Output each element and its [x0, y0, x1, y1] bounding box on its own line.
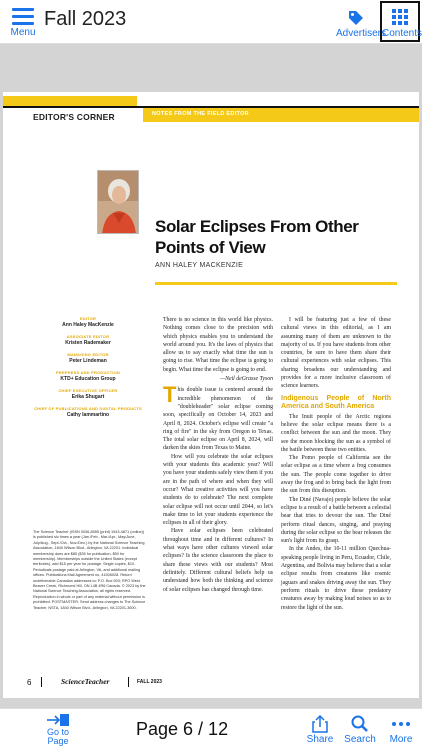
lead-paragraph	[163, 382, 273, 452]
top-toolbar	[0, 0, 422, 44]
advertisers-label: Advertisers	[336, 28, 387, 39]
hamburger-icon	[12, 8, 34, 25]
epigraph-attribution: —Neil deGrasse Tyson	[219, 376, 273, 383]
contents-button[interactable]	[380, 1, 420, 42]
masthead-name: KTD+ Education Group	[60, 376, 116, 382]
footer-divider	[41, 677, 42, 687]
more-label: More	[389, 734, 413, 745]
body-paragraph: Have solar eclipses been celebrated throughout time and in different cultures? In what ways have other cultures viewed solar eclipses? Is the science classroom the place to share these views with our students? Most definitely. Different cultural beliefs help us understand how both the thinking and science of solar eclipses has changed through time.	[163, 528, 273, 593]
article-title: Solar Eclipses From Other Points of View	[155, 217, 359, 257]
masthead-name: Peter Lindeman	[69, 358, 107, 364]
ellipsis-icon	[391, 715, 411, 733]
body-paragraph: The Inuit people of the Arctic regions believe the solar eclipse means there is a conflict between the sun and the moon. They see the moon blocking the sun as a symbol of the battle between these two entities.	[281, 413, 391, 453]
magazine-page[interactable]	[3, 92, 419, 698]
body-paragraph: The Diné (Navajo) people believe the solar eclipse is a result of a battle between a celestial bear that tries to devour the sun. The Diné perform ritual dances, singing, and praying during the solar eclipse so the bear releases the sun's light from its grasp.	[281, 496, 391, 545]
tag-icon	[348, 10, 364, 26]
folio-issue: FALL 2023	[137, 679, 162, 685]
advertisers-button[interactable]	[336, 6, 387, 40]
masthead-entry	[33, 406, 143, 418]
masthead-name: Cathy Iammartino	[66, 412, 110, 418]
share-icon	[312, 715, 328, 733]
footer-divider	[128, 677, 129, 687]
masthead-name: Ann Haley MacKenzie	[62, 322, 114, 328]
go-to-page-label: Go to Page	[46, 727, 69, 746]
bottom-toolbar	[0, 708, 422, 750]
page-indicator: Page 6 / 12	[136, 719, 229, 739]
share-label: Share	[306, 734, 334, 745]
contents-label: Contents	[382, 28, 422, 39]
masthead-name: Erika Shugart	[71, 394, 105, 400]
drop-cap: T	[163, 382, 177, 408]
share-button[interactable]	[300, 715, 340, 745]
masthead-role: CHIEF EXECUTIVE OFFICER	[58, 388, 118, 393]
article-column-2	[281, 316, 391, 612]
grid-icon	[392, 9, 408, 25]
body-paragraph: How will you celebrate the solar eclipses with your students this academic year? Will you have your students safely view them if you are in the path of where and when they will occur? What creative activities will you have students do to celebrate? The next complete solar eclipse will not occur until 2044, so let's make time to let your students experience the eclipses in all of their glory.	[163, 453, 273, 527]
masthead-role: EDITOR	[79, 316, 97, 321]
masthead-role: ASSOCIATE EDITOR	[66, 334, 110, 339]
go-to-page-icon	[46, 713, 70, 727]
masthead-role: MANAGING EDITOR	[67, 352, 109, 357]
title-rule	[155, 282, 397, 285]
field-editor-bar	[143, 108, 419, 122]
go-to-page-button[interactable]	[40, 713, 76, 746]
more-button[interactable]	[381, 715, 421, 745]
magazine-logo: ScienceTeacher	[61, 677, 110, 686]
masthead-name: Kristen Rademaker	[65, 340, 111, 346]
masthead-entry	[33, 316, 143, 328]
masthead-role: CHIEF OF PUBLICATIONS AND DIGITAL PRODUCTS	[34, 406, 142, 411]
article-byline: ANN HALEY MACKENZIE	[155, 262, 244, 269]
publication-legal-notice: The Science Teacher (ISSN 0036-8555 (print) 1943-4871 (online)) is published six times a year (Jan./Feb., Mar./Apr., May/June, July/Aug., Sept./Oct., Nov./Dec.) by the National Science Teaching Association, 1840 Wilson Blvd., Arlington, VA 22201. Individual membership dues are $85 ($35 for publication, $50 for membership). Memberships outside the United States (except territories), add $15 per year for postage. Single copies, $10. Periodicals postage paid at Arlington, VA, and additional mailing offices. Publications Mail Agreement no. 41506028. Return undeliverable Canadian addresses to: P.O. Box 503; RPO West Beaver Creek, Richmond Hill, ON L4B 4R6 Canada. © 2023 by the National Science Teaching Association, all rights reserved. Reproduction in whole or part of any material without permission is prohibited. POSTMASTER: Send address changes to The Science Teacher, NSTA, 1840 Wilson Blvd., Arlington, VA 22201-3000.	[33, 530, 146, 610]
body-paragraph: I will be featuring just a few of these cultural views in this editorial, as I am assuming many of them are unknown to the majority of us. If you have students from other countries, be sure to have them share their cultural experiences with solar eclipses. This sharing broadens our understanding and provides for a more inclusive classroom of science learners.	[281, 317, 391, 390]
search-button[interactable]	[340, 715, 380, 745]
menu-button[interactable]	[6, 4, 40, 42]
search-icon	[351, 715, 369, 733]
header-accent	[3, 96, 137, 106]
search-label: Search	[344, 734, 376, 745]
section-label: EDITOR'S CORNER	[33, 112, 115, 122]
page-viewer[interactable]	[0, 44, 422, 708]
masthead-entry	[33, 370, 143, 382]
body-paragraph: The Pomo people of California see the solar eclipse as a time where a frog consumes the sun. The people come together to drive away the frog and to bring back the light from the sun from this disruption.	[281, 455, 391, 495]
folio-page-number: 6	[27, 678, 32, 687]
masthead-entry	[33, 352, 143, 364]
lead-paragraph-text: his double issue is centered around the incredible phenomenon of the "doubleheader" solar eclipse coming soon, specifically on October 14, 2023 and April 8, 2024. October's eclipse will create "a ring of fire" in the sky from Oregon to Texas. The total solar eclipse on April 8, 2024, will darken the skies from Texas to Maine.	[163, 387, 273, 452]
issue-title: Fall 2023	[44, 8, 127, 30]
editor-photo	[97, 170, 139, 234]
article-column-1	[163, 316, 273, 594]
masthead-entry	[33, 334, 143, 346]
masthead	[33, 310, 143, 418]
epigraph-quote: There is no science in this world like physics. Nothing comes close to the precision with which physics enables you to understand the world around you. It's the laws of physics that allow us to say exactly what time the sun is going to rise. What time the eclipse is going to begin. What time the eclipse is going to end.	[163, 317, 273, 373]
masthead-role: PREPRESS AND PRODUCTION	[55, 370, 120, 375]
section-heading: Indigenous People of North America and South America	[281, 394, 391, 411]
body-paragraph: In the Andes, the 10-11 million Quechua-speaking people living in Peru, Ecuador, Chile, Argentina, and Bolivia may believe that a solar eclipse results from creatures like cosmic jaguars and snakes driving away the sun. They perform rituals to drive these predatory creatures away by making loud noises so as to restore the light of the sun.	[281, 546, 391, 611]
masthead-entry	[33, 388, 143, 400]
menu-label: Menu	[10, 27, 36, 38]
field-editor-label: NOTES FROM THE FIELD EDITOR	[152, 111, 249, 117]
